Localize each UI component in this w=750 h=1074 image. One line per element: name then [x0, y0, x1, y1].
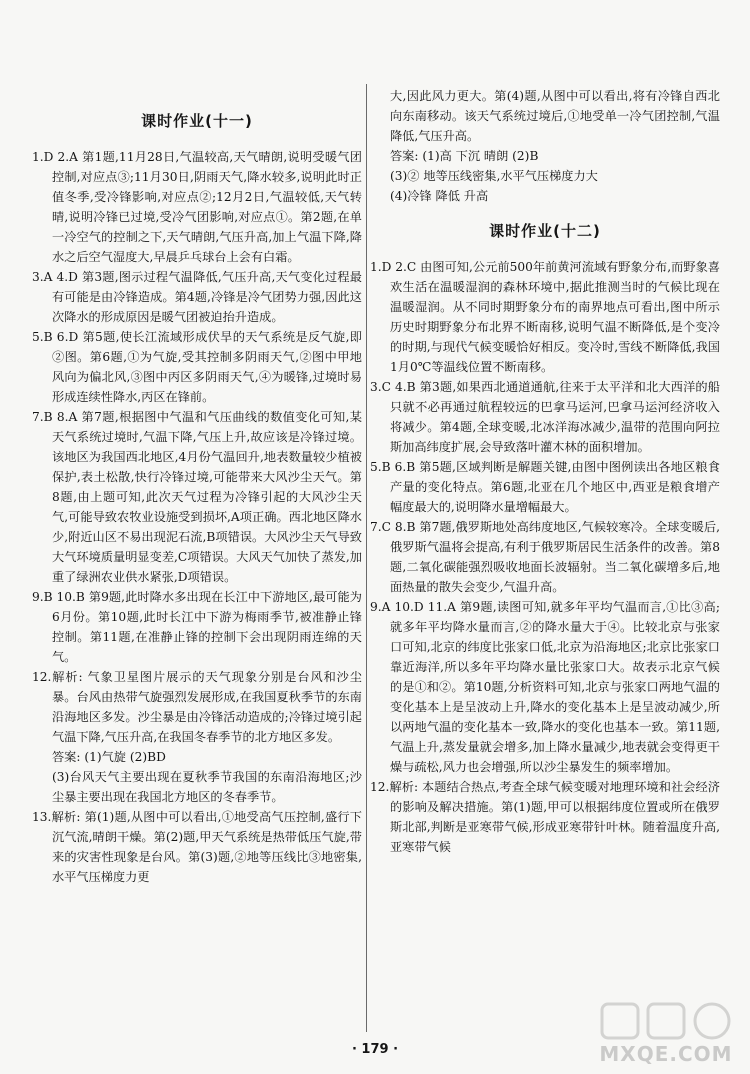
section-title-12: 课时作业(十二) [489, 222, 601, 240]
right-continuation [370, 86, 720, 206]
answer-paragraph: (3)② 地等压线密集,水平气压梯度力大 [390, 169, 598, 183]
right-column [370, 86, 720, 857]
answer-paragraph: 5.B 6.D 第5题,使长江流域形成伏旱的天气系统是反气旋,即②图。第6题,①为气旋,受其控制多阴雨天气,②图中甲地风向为偏北风,③图中丙区多阴雨天气,④为暖锋,过境时易形成连续性降水,丙区在锋前。 [32, 330, 362, 404]
right-answers [370, 257, 720, 857]
answer-paragraph: 9.A 10.D 11.A 第9题,读图可知,就多年平均气温而言,①比③高;就多年平均降水量而言,②的降水量大于④。比较北京与张家口可知,北京的纬度比张家口低,北京为沿海地区;北京比张家口靠近海洋,所以多年平均降水量比张家口大。故表示北京气候的是①和②。第10题,分析资料可知,北京与张家口两地气温的变化基本上是呈波动上升,降水的变化基本上是呈波动减少,所以两地气温的变化基本一致,降水的变化也基本一致。第11题,气温上升,蒸发量就会增多,加上降水量减少,地表就会变得更干燥与疏松,风力也会增强,所以沙尘暴发生的频率增加。 [370, 600, 720, 774]
section-title-11: 课时作业(十一) [141, 112, 253, 130]
answer-paragraph: 13.解析: 第(1)题,从图中可以看出,①地受高气压控制,盛行下沉气流,晴朗干燥。第(2)题,甲天气系统是热带低压气旋,带来的灾害性现象是台风。第(3)题,②地等压线比③地密集,水平气压梯度力更 [32, 810, 362, 884]
watermark-icon [596, 1000, 736, 1044]
answer-paragraph: 3.C 4.B 第3题,如果西北通道通航,往来于太平洋和北大西洋的船只就不必再通过航程较远的巴拿马运河,巴拿马运河经济收入将减少。第4题,全球变暖,北冰洋海冰减少,温带的范围向阿拉斯加高纬度扩展,会导致落叶灌木林的面积增加。 [370, 380, 720, 454]
answer-paragraph: 答案: (1)气旋 (2)BD [52, 750, 166, 764]
answer-paragraph: (3)台风天气主要出现在夏秋季节我国的东南沿海地区;沙尘暴主要出现在我国北方地区的冬春季节。 [52, 770, 362, 804]
left-answers [32, 147, 362, 887]
answer-paragraph: 7.B 8.A 第7题,根据图中气温和气压曲线的数值变化可知,某天气系统过境时,气温下降,气压上升,故应该是冷锋过境。该地区为我国西北地区,4月份气温回升,地表数量较少植被保护,表土松散,快行冷锋过境,可能带来大风沙尘天气。第8题,由上题可知,此次天气过程为冷锋引起的大风沙尘天气,可能导致农牧业设施受到损坏,A项正确。西北地区降水少,附近山区不易出现泥石流,B项错误。大风沙尘天气导致大气环境质量明显变差,C项错误。大风天气加快了蒸发,加重了绿洲农业供水紧张,D项错误。 [32, 410, 362, 584]
answer-paragraph: (4)冷锋 降低 升高 [390, 189, 489, 203]
answer-paragraph: 12.解析: 本题结合热点,考查全球气候变暖对地理环境和社会经济的影响及解决措施。第(1)题,甲可以根据纬度位置或所在俄罗斯北部,判断是亚寒带气候,形成亚寒带针叶林。随着温度升高,亚寒带气候 [370, 780, 720, 854]
answer-paragraph: 1.D 2.A 第1题,11月28日,气温较高,天气晴朗,说明受暖气团控制,对应点③;11月30日,阴雨天气,降水较多,说明此时正值冬季,受冷锋影响,对应点②;12月2日,气温较低,天气转晴,说明冷锋已过境,受冷气团影响,对应点①。第2题,在单一冷空气的控制之下,天气晴朗,气压升高,加上气温下降,降水之后空气湿度大,早晨乒乓球台上会有白霜。 [32, 150, 362, 264]
answer-paragraph: 大,因此风力更大。第(4)题,从图中可以看出,将有冷锋自西北向东南移动。该天气系统过境后,①地受单一冷气团控制,气温降低,气压升高。 [390, 89, 720, 143]
watermark-logo [596, 1000, 736, 1066]
column-divider [366, 84, 367, 1032]
left-column [32, 86, 362, 887]
answer-paragraph: 7.C 8.B 第7题,俄罗斯地处高纬度地区,气候较寒冷。全球变暖后,俄罗斯气温将会提高,有利于俄罗斯居民生活条件的改善。第8题,二氧化碳能强烈吸收地面长波辐射。当二氧化碳增多后,地面热量的散失会变少,气温升高。 [370, 520, 720, 594]
answer-paragraph: 答案: (1)高 下沉 晴朗 (2)B [390, 149, 539, 163]
answer-paragraph: 9.B 10.B 第9题,此时降水多出现在长江中下游地区,最可能为6月份。第10题,此时长江中下游为梅雨季节,被准静止锋控制。第11题,在准静止锋的控制下会出现阴雨连绵的天气。 [32, 590, 362, 664]
page-number: · 179 · [351, 1042, 399, 1057]
answer-paragraph: 12.解析: 气象卫星图片展示的天气现象分别是台风和沙尘暴。台风由热带气旋强烈发展形成,在我国夏秋季节的东南沿海地区多发。沙尘暴是由冷锋活动造成的;冷锋过境引起气温下降,气压升高,在我国冬春季节的北方地区多发。 [32, 670, 362, 744]
answer-paragraph: 1.D 2.C 由图可知,公元前500年前黄河流域有野象分布,而野象喜欢生活在温暖湿润的森林环境中,据此推测当时的气候比现在温暖湿润。从不同时期野象分布的南界地点可看出,图中所示历史时期野象分布北界不断南移,说明气温不断降低,是个变冷的时期,与现代气候变暖恰好相反。变冷时,雪线不断降低,我国1月0℃等温线位置不断南移。 [370, 260, 720, 374]
answer-paragraph: 5.B 6.B 第5题,区域判断是解题关键,由图中图例读出各地区粮食产量的变化特点。第6题,北亚在几个地区中,西亚是粮食增产幅度最大的,说明降水量增幅最大。 [370, 460, 720, 514]
watermark-text: MXQE.COM [599, 1042, 733, 1066]
answer-paragraph: 3.A 4.D 第3题,图示过程气温降低,气压升高,天气变化过程最有可能是由冷锋造成。第4题,冷锋是冷气团势力强,因此这次降水的形成原因是暖气团被迫抬升造成。 [32, 270, 362, 324]
